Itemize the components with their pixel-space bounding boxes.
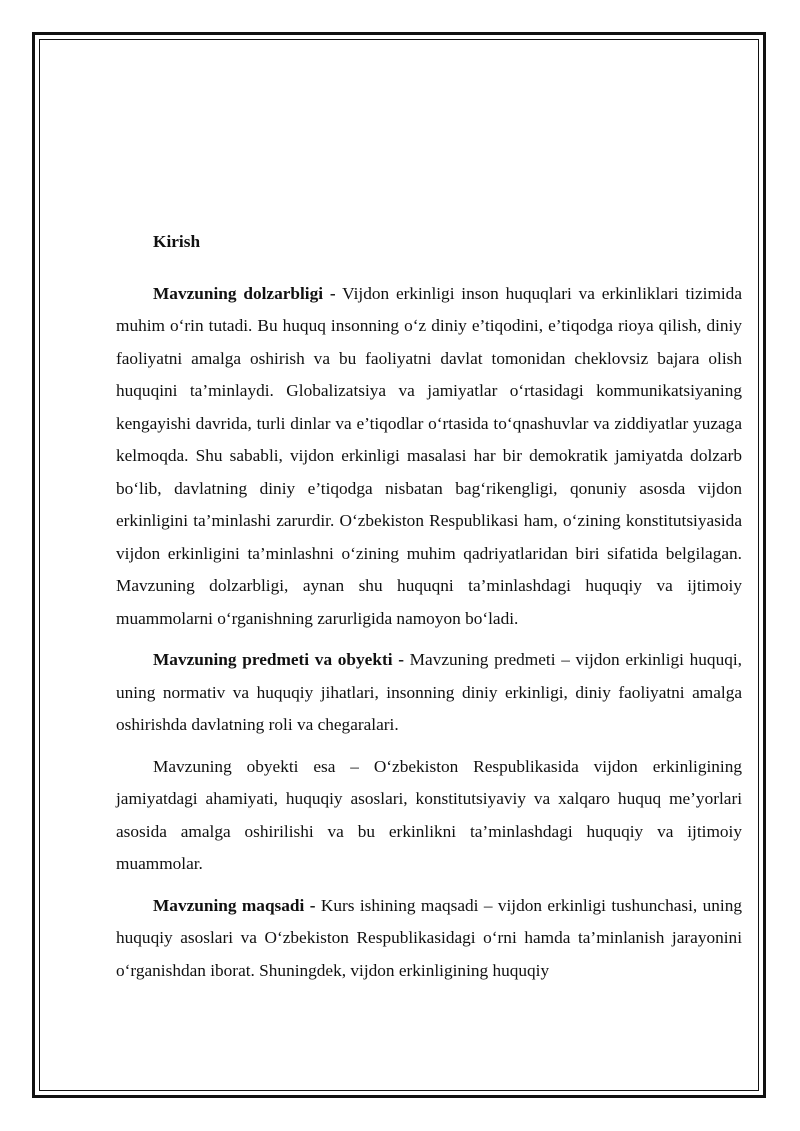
- paragraph-relevance: [116, 278, 742, 636]
- section-heading: Kirish: [153, 232, 201, 251]
- paragraph-subject: [116, 644, 742, 742]
- paragraph-lead: Mavzuning dolzarbligi -: [153, 283, 336, 303]
- paragraph-text: Mavzuning predmeti – vijdon erkinligi huquqi, uning normativ va huquqiy jihatlari, insonning diniy erkinligi, diniy faoliyatni amalga oshirishda davlatning roli va chegaralari.: [116, 650, 742, 734]
- paragraph-lead: Mavzuning predmeti va obyekti -: [153, 650, 404, 669]
- paragraph-object: [116, 751, 742, 881]
- document-body: [116, 226, 742, 996]
- paragraph-goal: [116, 890, 742, 988]
- paragraph-text: Vijdon erkinligi inson huquqlari va erkinliklari tizimida muhim o‘rin tutadi. Bu huquq insonning o‘z diniy e’tiqodini, e’tiqodga rioya qilish, diniy faoliyatni amalga oshirish va bu faoliyatni davlat tomonidan cheklovsiz bajara olish huquqini ta’minlaydi. Globalizatsiya va jamiyatlar o‘rtasidagi kommunikatsiyaning kengayishi davrida, turli dinlar va e’tiqodlar o‘rtasida to‘qnashuvlar va ziddiyatlar yuzaga kelmoqda. Shu sababli, vijdon erkinligi masalasi har bir demokratik jamiyatda dolzarb bo‘lib, davlatning diniy e’tiqodga nisbatan bag‘rikengligi, qonuniy asosda vijdon erkinligini ta’minlashi zarurdir. O‘zbekiston Respublikasi ham, o‘zining konstitutsiyasida vijdon erkinligini ta’minlashni o‘zining muhim qadriyatlaridan biri sifatida belgilagan. Mavzuning dolzarbligi, aynan shu huquqni ta’minlashdagi huquqiy va ijtimoiy muammolarni o‘rganishning zarurligida namoyon bo‘ladi.: [116, 283, 742, 628]
- paragraph-text: Mavzuning obyekti esa – O‘zbekiston Respublikasida vijdon erkinligining jamiyatdagi ahamiyati, huquqiy asoslari, konstitutsiyaviy va xalqaro huquq me’yorlari asosida amalga oshirilishi va bu erkinlikni ta’minlashdagi huquqiy va ijtimoiy muammolar.: [116, 756, 742, 873]
- paragraph-lead: Mavzuning maqsadi -: [153, 895, 316, 915]
- paragraph-text: Kurs ishining maqsadi – vijdon erkinligi tushunchasi, uning huquqiy asoslari va O‘zbekiston Respublikasidagi o‘rni hamda ta’minlanish jarayonini o‘rganishdan iborat. Shuningdek, vijdon erkinligining huquqiy: [116, 895, 742, 980]
